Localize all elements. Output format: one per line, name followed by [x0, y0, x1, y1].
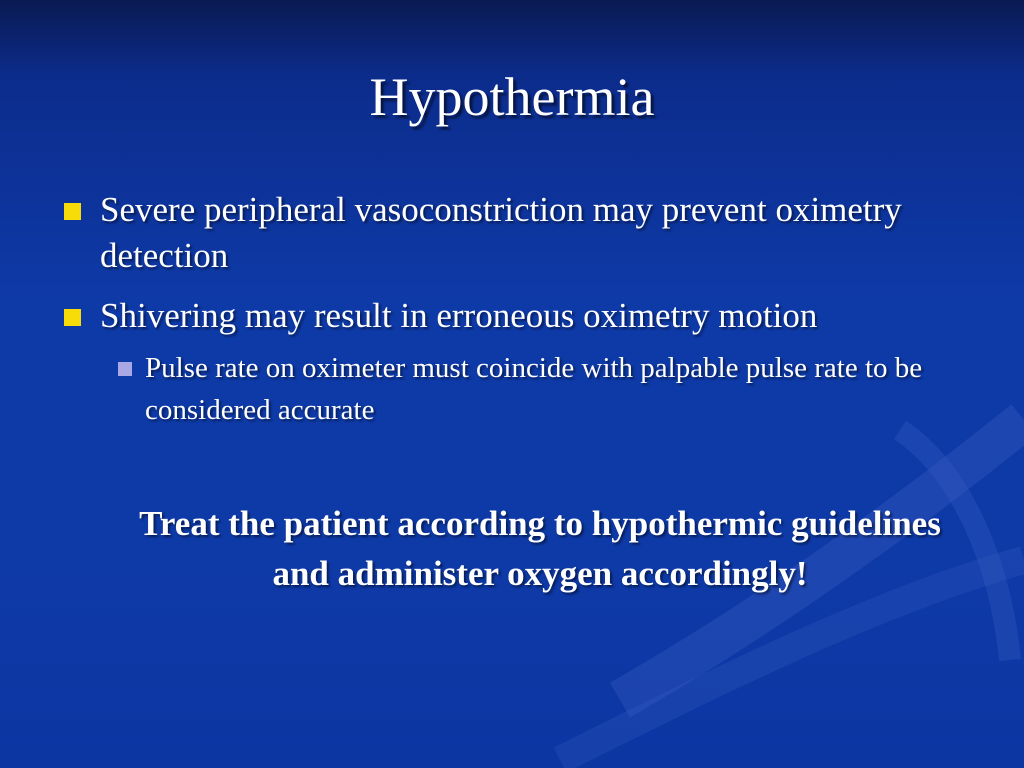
sub-bullet-text: Pulse rate on oximeter must coincide with palpable pulse rate to be considered accurate	[145, 352, 923, 426]
bullet-item	[60, 187, 970, 279]
slide-body	[60, 187, 970, 431]
bullet-item	[60, 293, 970, 339]
emphasis-statement: Treat the patient according to hypothermic guidelines and administer oxygen accordingly!	[139, 504, 941, 593]
bullet-text: Severe peripheral vasoconstriction may prevent oximetry detection	[100, 190, 902, 275]
slide-title: Hypothermia	[369, 67, 655, 127]
square-bullet-icon	[64, 309, 81, 326]
bullet-text: Shivering may result in erroneous oximetry motion	[100, 296, 818, 335]
square-bullet-icon	[64, 203, 81, 220]
sub-bullet-item	[60, 347, 970, 431]
square-sub-bullet-icon	[118, 362, 132, 376]
